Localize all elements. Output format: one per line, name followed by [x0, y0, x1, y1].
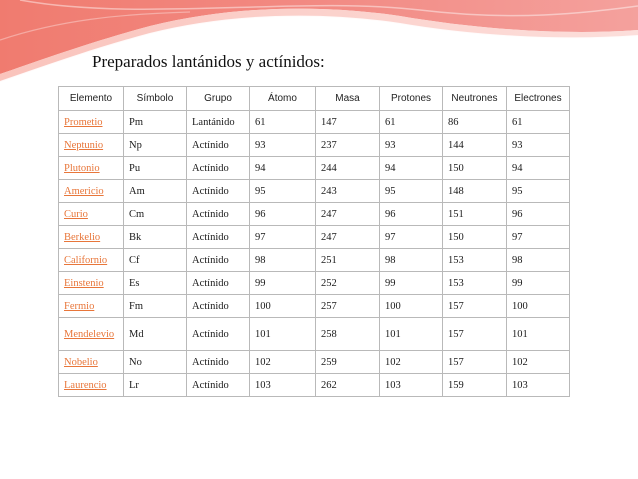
- table-row: [59, 318, 570, 351]
- mass-cell: 237: [316, 134, 380, 157]
- element-cell: [59, 295, 124, 318]
- neutrons-cell: 153: [443, 249, 507, 272]
- table-row: [59, 351, 570, 374]
- atom-cell: 95: [250, 180, 316, 203]
- mass-cell: 243: [316, 180, 380, 203]
- neutrons-cell: 150: [443, 157, 507, 180]
- mass-cell: 247: [316, 226, 380, 249]
- atom-cell: 93: [250, 134, 316, 157]
- mass-cell: 147: [316, 111, 380, 134]
- atom-cell: 94: [250, 157, 316, 180]
- mass-cell: 251: [316, 249, 380, 272]
- mass-cell: 257: [316, 295, 380, 318]
- electrons-cell: 94: [507, 157, 570, 180]
- group-cell: Actínido: [187, 203, 250, 226]
- group-cell: Actínido: [187, 134, 250, 157]
- table-row: [59, 249, 570, 272]
- neutrons-cell: 86: [443, 111, 507, 134]
- symbol-cell: Fm: [124, 295, 187, 318]
- symbol-cell: Cm: [124, 203, 187, 226]
- protons-cell: 61: [380, 111, 443, 134]
- atom-cell: 98: [250, 249, 316, 272]
- electrons-cell: 98: [507, 249, 570, 272]
- table-row: [59, 295, 570, 318]
- table-row: [59, 134, 570, 157]
- atom-cell: 101: [250, 318, 316, 351]
- group-cell: Actínido: [187, 374, 250, 397]
- element-link[interactable]: Einstenio: [64, 277, 104, 289]
- mass-cell: 244: [316, 157, 380, 180]
- protons-cell: 97: [380, 226, 443, 249]
- group-cell: Lantánido: [187, 111, 250, 134]
- mass-cell: 258: [316, 318, 380, 351]
- symbol-cell: Pm: [124, 111, 187, 134]
- neutrons-cell: 157: [443, 295, 507, 318]
- table-row: [59, 111, 570, 134]
- mass-cell: 259: [316, 351, 380, 374]
- protons-cell: 103: [380, 374, 443, 397]
- decorative-banner: [0, 0, 638, 90]
- element-cell: [59, 272, 124, 295]
- page-title: Preparados lantánidos y actínidos:: [92, 52, 325, 71]
- header-neutrones: Neutrones: [443, 87, 507, 111]
- element-link[interactable]: Fermio: [64, 300, 95, 312]
- element-cell: [59, 111, 124, 134]
- group-cell: Actínido: [187, 318, 250, 351]
- mass-cell: 247: [316, 203, 380, 226]
- element-cell: [59, 249, 124, 272]
- electrons-cell: 61: [507, 111, 570, 134]
- group-cell: Actínido: [187, 351, 250, 374]
- symbol-cell: Np: [124, 134, 187, 157]
- group-cell: Actínido: [187, 157, 250, 180]
- header-elemento: Elemento: [59, 87, 124, 111]
- element-link[interactable]: Plutonio: [64, 162, 100, 174]
- protons-cell: 96: [380, 203, 443, 226]
- protons-cell: 100: [380, 295, 443, 318]
- element-link[interactable]: Californio: [64, 254, 108, 266]
- symbol-cell: Lr: [124, 374, 187, 397]
- neutrons-cell: 150: [443, 226, 507, 249]
- atom-cell: 102: [250, 351, 316, 374]
- element-cell: [59, 134, 124, 157]
- element-link[interactable]: Curio: [64, 208, 88, 220]
- element-link[interactable]: Prometio: [64, 116, 103, 128]
- symbol-cell: Cf: [124, 249, 187, 272]
- element-link[interactable]: Nobelio: [64, 356, 98, 368]
- header-masa: Masa: [316, 87, 380, 111]
- mass-cell: 252: [316, 272, 380, 295]
- header-electrones: Electrones: [507, 87, 570, 111]
- element-cell: [59, 374, 124, 397]
- element-link[interactable]: Americio: [64, 185, 104, 197]
- elements-table: [58, 86, 570, 397]
- electrons-cell: 102: [507, 351, 570, 374]
- table-row: [59, 374, 570, 397]
- element-cell: [59, 203, 124, 226]
- protons-cell: 101: [380, 318, 443, 351]
- symbol-cell: Es: [124, 272, 187, 295]
- protons-cell: 93: [380, 134, 443, 157]
- electrons-cell: 103: [507, 374, 570, 397]
- table-row: [59, 180, 570, 203]
- table-row: [59, 203, 570, 226]
- symbol-cell: Md: [124, 318, 187, 351]
- element-link[interactable]: Neptunio: [64, 139, 104, 151]
- element-cell: [59, 226, 124, 249]
- electrons-cell: 99: [507, 272, 570, 295]
- neutrons-cell: 144: [443, 134, 507, 157]
- group-cell: Actínido: [187, 295, 250, 318]
- element-link[interactable]: Berkelio: [64, 231, 101, 243]
- table-header-row: [59, 87, 570, 111]
- electrons-cell: 93: [507, 134, 570, 157]
- protons-cell: 98: [380, 249, 443, 272]
- neutrons-cell: 159: [443, 374, 507, 397]
- atom-cell: 96: [250, 203, 316, 226]
- symbol-cell: Am: [124, 180, 187, 203]
- group-cell: Actínido: [187, 226, 250, 249]
- symbol-cell: No: [124, 351, 187, 374]
- table-row: [59, 226, 570, 249]
- header-grupo: Grupo: [187, 87, 250, 111]
- table-row: [59, 157, 570, 180]
- protons-cell: 99: [380, 272, 443, 295]
- element-cell: [59, 318, 124, 351]
- element-cell: [59, 157, 124, 180]
- neutrons-cell: 157: [443, 351, 507, 374]
- element-cell: [59, 351, 124, 374]
- header-atomo: Átomo: [250, 87, 316, 111]
- header-simbolo: Símbolo: [124, 87, 187, 111]
- symbol-cell: Pu: [124, 157, 187, 180]
- atom-cell: 97: [250, 226, 316, 249]
- atom-cell: 99: [250, 272, 316, 295]
- group-cell: Actínido: [187, 272, 250, 295]
- element-link[interactable]: Laurencio: [64, 379, 107, 391]
- element-link[interactable]: Mendelevio: [64, 328, 115, 340]
- atom-cell: 61: [250, 111, 316, 134]
- header-protones: Protones: [380, 87, 443, 111]
- electrons-cell: 96: [507, 203, 570, 226]
- electrons-cell: 101: [507, 318, 570, 351]
- table-row: [59, 272, 570, 295]
- electrons-cell: 97: [507, 226, 570, 249]
- electrons-cell: 95: [507, 180, 570, 203]
- protons-cell: 95: [380, 180, 443, 203]
- neutrons-cell: 148: [443, 180, 507, 203]
- neutrons-cell: 157: [443, 318, 507, 351]
- atom-cell: 103: [250, 374, 316, 397]
- group-cell: Actínido: [187, 249, 250, 272]
- atom-cell: 100: [250, 295, 316, 318]
- symbol-cell: Bk: [124, 226, 187, 249]
- group-cell: Actínido: [187, 180, 250, 203]
- element-cell: [59, 180, 124, 203]
- protons-cell: 94: [380, 157, 443, 180]
- neutrons-cell: 151: [443, 203, 507, 226]
- mass-cell: 262: [316, 374, 380, 397]
- neutrons-cell: 153: [443, 272, 507, 295]
- protons-cell: 102: [380, 351, 443, 374]
- electrons-cell: 100: [507, 295, 570, 318]
